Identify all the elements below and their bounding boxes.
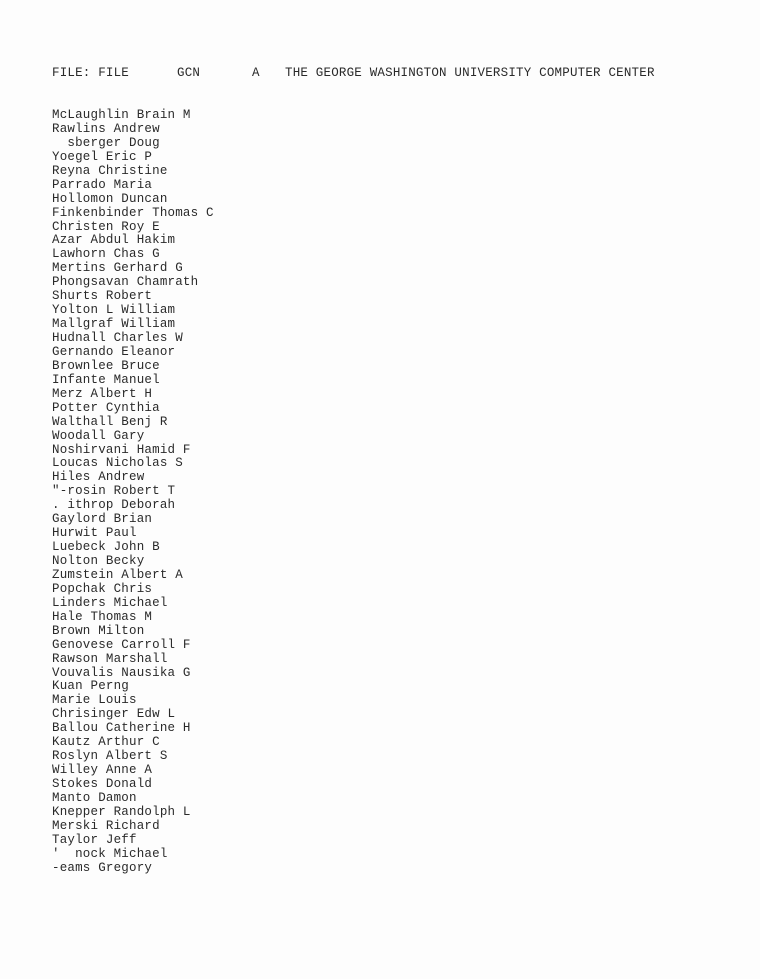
name-entry: Phongsavan Chamrath <box>52 275 199 290</box>
name-entry: Manto Damon <box>52 790 137 805</box>
name-entry: Merz Albert H <box>52 386 153 401</box>
name-entry: Gernando Eleanor <box>52 344 176 359</box>
name-entry: Hiles Andrew <box>52 470 145 485</box>
name-entry: ' nock Michael <box>52 846 168 861</box>
name-entry: Rawson Marshall <box>52 651 168 666</box>
name-entry: -eams Gregory <box>52 860 153 875</box>
name-entry: Mallgraf William <box>52 317 176 332</box>
name-entry: Luebeck John B <box>52 540 160 555</box>
name-entry: Finkenbinder Thomas C <box>52 205 214 220</box>
name-entry: Brownlee Bruce <box>52 358 160 373</box>
name-entry: Hudnall Charles W <box>52 331 183 345</box>
name-entry: Rawlins Andrew <box>52 121 160 136</box>
name-entry: Chrisinger Edw L <box>52 707 176 722</box>
name-entry: Shurts Robert <box>52 289 153 304</box>
name-entry: McLaughlin Brain M <box>52 108 191 122</box>
name-entry: "-rosin Robert T <box>52 484 176 499</box>
name-entry: Azar Abdul Hakim <box>52 233 176 248</box>
file-label: FILE: FILE <box>52 66 130 80</box>
name-entry: Brown Milton <box>52 623 145 638</box>
name-entry: Marie Louis <box>52 693 137 708</box>
name-entry: Taylor Jeff <box>52 832 137 847</box>
name-entry: Stokes Donald <box>52 777 153 791</box>
name-entry: Christen Roy E <box>52 219 160 234</box>
name-entry: Walthall Benj R <box>52 414 168 429</box>
name-entry: Hurwit Paul <box>52 526 137 541</box>
name-entry: Reyna Christine <box>52 163 168 178</box>
name-entry: Loucas Nicholas S <box>52 456 183 471</box>
name-entry: Gaylord Brian <box>52 512 153 527</box>
name-entry: Lawhorn Chas G <box>52 247 160 262</box>
name-entry: Mertins Gerhard G <box>52 261 183 276</box>
name-list <box>52 109 214 876</box>
name-entry: Ballou Catherine H <box>52 721 191 736</box>
name-entry: Popchak Chris <box>52 581 153 596</box>
name-entry: Knepper Randolph L <box>52 804 191 819</box>
page-header <box>52 66 742 84</box>
file-letter: A <box>252 66 260 80</box>
name-entry: Vouvalis Nausika G <box>52 665 191 680</box>
name-entry: Kuan Perng <box>52 679 130 694</box>
name-entry: Nolton Becky <box>52 554 145 568</box>
name-entry: Roslyn Albert S <box>52 749 168 764</box>
name-entry: Kautz Arthur C <box>52 735 160 750</box>
name-entry: Yoegel Eric P <box>52 149 153 164</box>
name-entry: . ithrop Deborah <box>52 498 176 513</box>
name-entry: Genovese Carroll F <box>52 637 191 652</box>
name-entry: Infante Manuel <box>52 372 160 387</box>
name-entry: Linders Michael <box>52 595 168 610</box>
name-entry: Yolton L William <box>52 303 176 318</box>
name-entry: Hale Thomas M <box>52 609 153 624</box>
name-entry: Zumstein Albert A <box>52 567 183 582</box>
name-entry: sberger Doug <box>52 135 160 150</box>
name-entry: Noshirvani Hamid F <box>52 442 191 457</box>
name-entry: Potter Cynthia <box>52 400 160 415</box>
name-entry: Hollomon Duncan <box>52 191 168 206</box>
institution-name: THE GEORGE WASHINGTON UNIVERSITY COMPUTER CENTER <box>285 66 655 80</box>
name-entry: Willey Anne A <box>52 763 153 778</box>
name-entry: Merski Richard <box>52 818 160 833</box>
name-entry: Parrado Maria <box>52 177 153 192</box>
name-entry: Woodall Gary <box>52 428 145 443</box>
file-code: GCN <box>177 66 201 80</box>
